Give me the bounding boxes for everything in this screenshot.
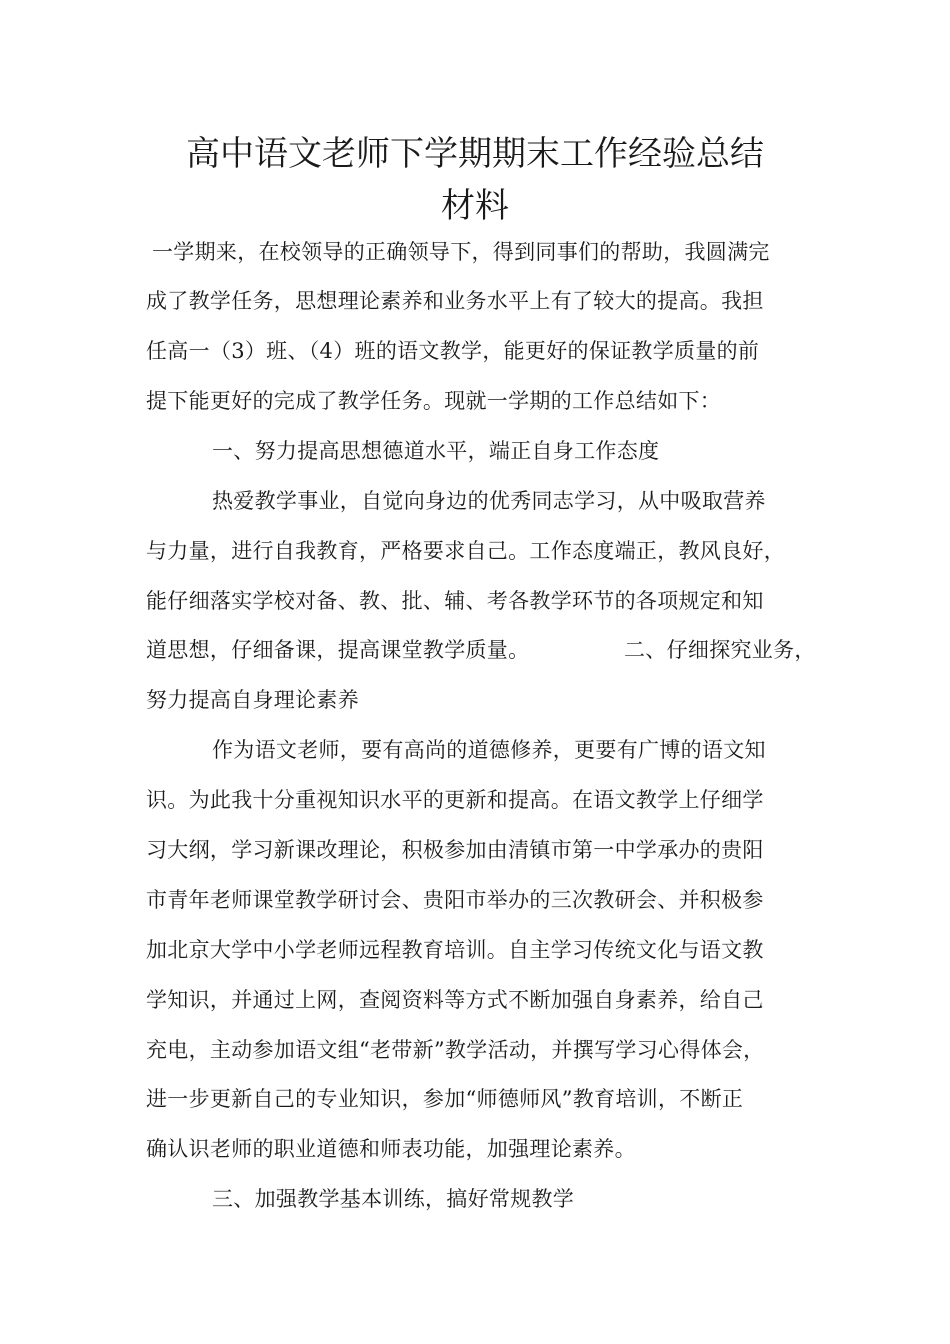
body-line: 道思想，仔细备课，提高课堂教学质量。 [146, 638, 530, 662]
body-line: 识。为此我十分重视知识水平的更新和提高。在语文教学上仔细学 [146, 788, 764, 812]
body-line: 提下能更好的完成了教学任务。现就一学期的工作总结如下： [146, 389, 722, 413]
body-line: 市青年老师课堂教学研讨会、贵阳市举办的三次教研会、并积极参 [146, 888, 764, 912]
body-line: 习大纲，学习新课改理论，积极参加由清镇市第一中学承办的贵阳 [146, 838, 764, 862]
section-heading-1: 一、努力提高思想德道水平，端正自身工作态度 [212, 439, 660, 463]
body-line: 加北京大学中小学老师远程教育培训。自主学习传统文化与语文教 [146, 938, 764, 962]
document-title-line-2: 材料 [441, 186, 509, 226]
section-heading-2-continued: 努力提高自身理论素养 [146, 688, 359, 712]
document-title-line-1: 高中语文老师下学期期末工作经验总结 [186, 134, 764, 174]
body-line: 进一步更新自己的专业知识，参加“师德师风”教育培训，不断正 [146, 1087, 744, 1111]
body-line: 确认识老师的职业道德和师表功能，加强理论素养。 [146, 1137, 636, 1161]
body-line: 充电，主动参加语文组“老带新”教学活动，并撰写学习心得体会， [146, 1038, 765, 1062]
body-line: 能仔细落实学校对备、教、批、辅、考各教学环节的各项规定和知 [146, 589, 764, 613]
body-line: 作为语文老师，要有高尚的道德修养，更要有广博的语文知 [212, 738, 766, 762]
body-line: 一学期来，在校领导的正确领导下，得到同事们的帮助，我圆满完 [152, 240, 770, 264]
body-line: 学知识，并通过上网，查阅资料等方式不断加强自身素养，给自己 [146, 988, 764, 1012]
section-heading-3: 三、加强教学基本训练，搞好常规教学 [212, 1187, 575, 1211]
body-line: 任高一（3）班、（4）班的语文教学，能更好的保证教学质量的前 [146, 339, 760, 363]
body-line: 成了教学任务，思想理论素养和业务水平上有了较大的提高。我担 [146, 289, 764, 313]
body-line: 与力量，进行自我教育，严格要求自己。工作态度端正，教风良好， [146, 539, 785, 563]
body-line: 热爱教学事业，自觉向身边的优秀同志学习，从中吸取营养 [212, 489, 766, 513]
section-heading-2: 二、仔细探究业务， [624, 638, 816, 662]
